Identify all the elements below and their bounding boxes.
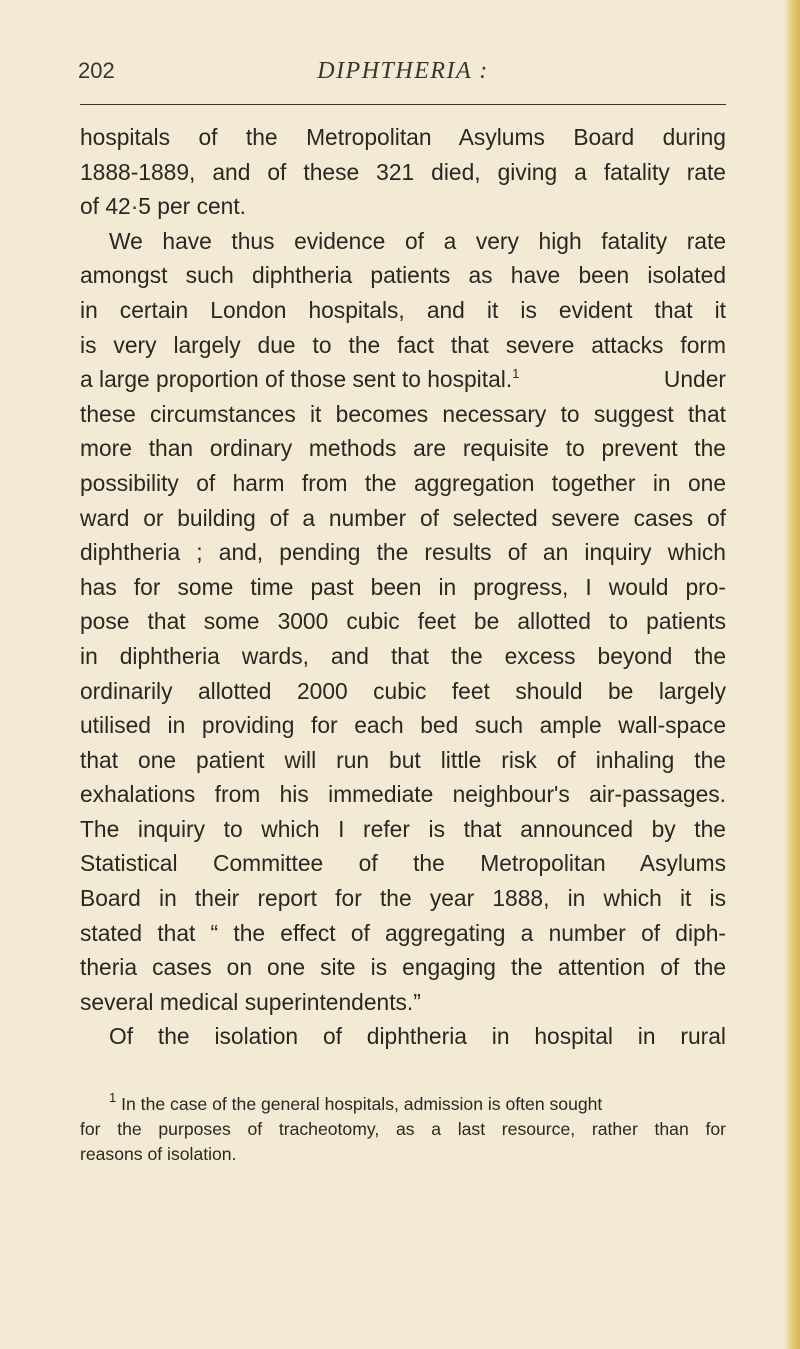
text-line: of 42·5 per cent.	[80, 193, 247, 220]
text-fragment-main: a large proportion of those sent to hospital.	[80, 366, 513, 393]
text-line: several medical superintendents.”	[80, 988, 421, 1015]
text-line: possibility of harm from the aggregation together in one	[80, 469, 726, 496]
text-line: Statistical Committee of the Metropolitan Asylums	[80, 850, 726, 877]
footnote-text-main: In the case of the general hospitals, admission is often sought	[121, 1094, 603, 1114]
text-line: stated that “ the effect of aggregating a number of diph-	[80, 919, 726, 946]
text-line	[80, 362, 726, 397]
text-line: 1888-1889, and of these 321 died, giving a fatality rate	[80, 158, 726, 185]
text-line: pose that some 3000 cubic feet be allotted to patients	[80, 608, 726, 635]
text-line: Of the isolation of diphtheria in hospital in rural	[109, 1023, 726, 1050]
text-line: diphtheria ; and, pending the results of an inquiry which	[80, 539, 726, 566]
footnote-line: for the purposes of tracheotomy, as a last resource, rather than for	[80, 1119, 726, 1139]
footnote-reference[interactable]: 1	[512, 365, 520, 381]
text-line: that one patient will run but little risk of inhaling the	[80, 746, 726, 773]
page-header	[78, 58, 728, 88]
page-number: 202	[78, 58, 115, 83]
footnote-line: reasons of isolation.	[80, 1144, 237, 1164]
text-line: We have thus evidence of a very high fatality rate	[109, 227, 726, 254]
text-line: in certain London hospitals, and it is evident that it	[80, 296, 726, 323]
text-line: amongst such diphtheria patients as have been isolated	[80, 262, 726, 289]
footnote-marker: 1	[109, 1090, 117, 1106]
text-fragment	[80, 362, 519, 397]
text-line: has for some time past been in progress, I would pro-	[80, 573, 726, 600]
text-fragment: Under	[663, 366, 726, 393]
text-line: ward or building of a number of selected severe cases of	[80, 504, 726, 531]
footnote-text	[109, 1092, 602, 1117]
text-line: more than ordinary methods are requisite to prevent the	[80, 435, 726, 462]
text-line: theria cases on one site is engaging the attention of the	[80, 954, 726, 981]
text-line: exhalations from his immediate neighbour's air-passages.	[80, 781, 726, 808]
text-line: hospitals of the Metropolitan Asylums Board during	[80, 124, 726, 150]
body-text	[80, 120, 726, 1054]
text-line: these circumstances it becomes necessary to suggest that	[80, 400, 726, 427]
running-title: DIPHTHERIA :	[317, 58, 489, 84]
text-line: The inquiry to which I refer is that announced by the	[80, 815, 726, 842]
footnote	[80, 1092, 726, 1167]
header-rule	[80, 104, 726, 105]
text-line: utilised in providing for each bed such ample wall-space	[80, 712, 726, 739]
text-line: Board in their report for the year 1888, in which it is	[80, 885, 726, 912]
page-edge	[784, 0, 800, 1349]
text-line: in diphtheria wards, and that the excess beyond the	[80, 642, 726, 669]
text-line: ordinarily allotted 2000 cubic feet should be largely	[80, 677, 726, 704]
text-line: is very largely due to the fact that severe attacks form	[80, 331, 726, 358]
footnote-line	[80, 1092, 726, 1117]
